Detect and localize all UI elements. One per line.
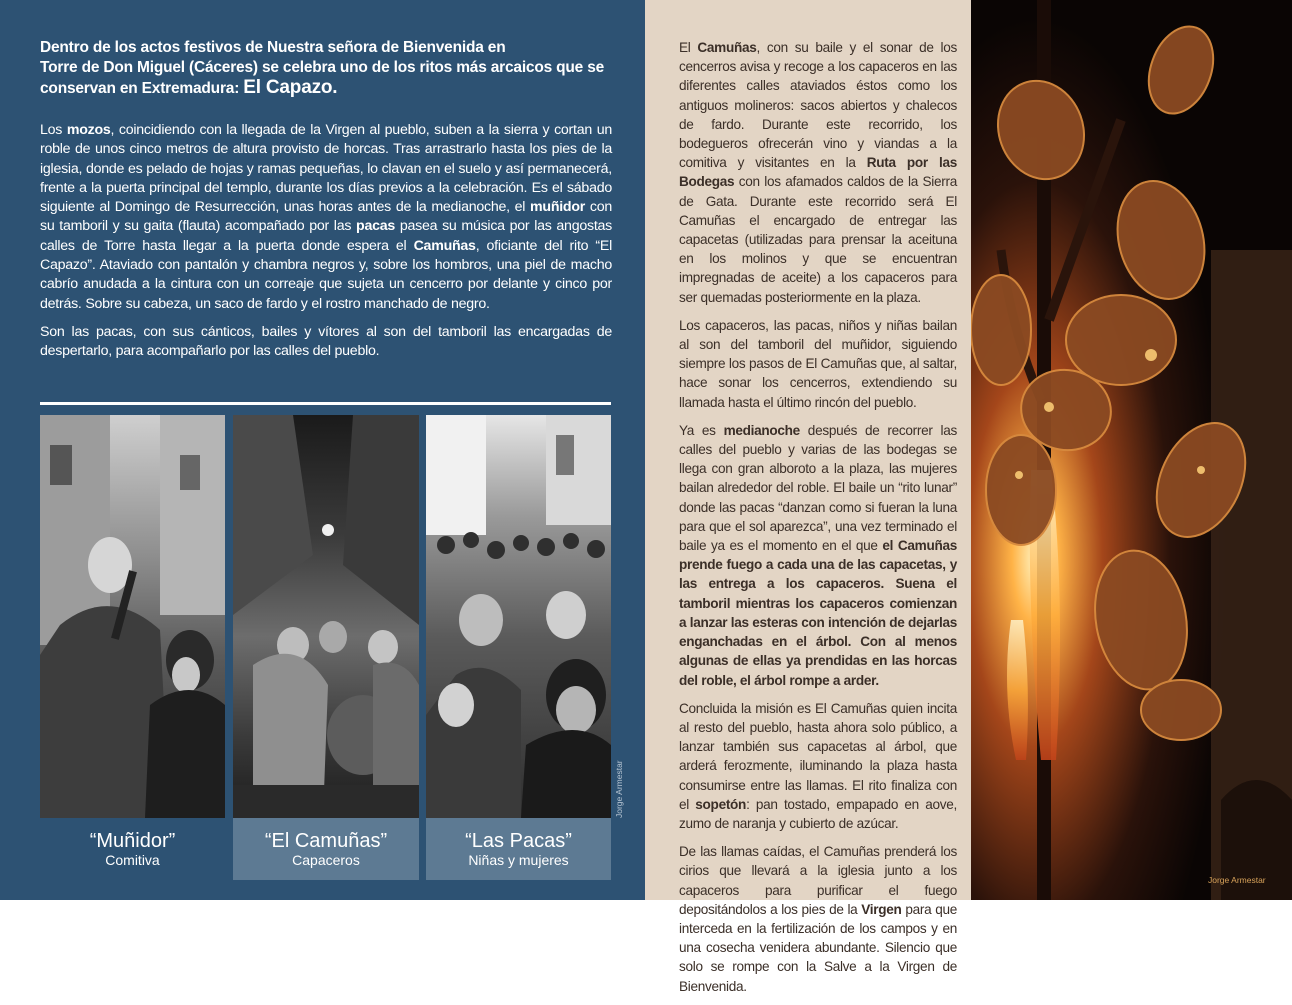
bold-run: muñidor xyxy=(530,199,586,216)
caption-subtitle: Comitiva xyxy=(105,852,160,868)
text-run: : pan tostado, empapado en aove, zumo de naranja y cubierto de azúcar. xyxy=(679,796,957,831)
bold-run: pacas xyxy=(356,218,396,235)
intro-line-3 xyxy=(40,78,615,99)
photo-el-camunas xyxy=(233,415,419,818)
middle-body xyxy=(679,38,957,1005)
text-run: con su tamboril y su gaita (flauta) acompañado por las xyxy=(40,199,612,235)
text-run: , coincidiendo con la llegada de la Virgen al pueblo, suben a la sierra y cortan un roble de unos cinco metros de altura provisto de horcas. Tras arrastrarlo hasta los pies de la iglesia, donde es pelado de hojas y ramas pequeñas, lo clavan en el suelo y así permanecerá, frente a la puerta principal del templo, durante los días previos a la celebración. Es el sábado siguiente al Domingo de Resurrección, unas horas antes de la medianoche, el xyxy=(40,122,612,216)
caption-munidor xyxy=(40,818,225,880)
text-run: De las llamas caídas, el Camuñas prenderá los cirios que llevará a la iglesia junto a los capaceros para purificar el fuego depositándolos a los pies de la xyxy=(679,844,957,917)
left-body xyxy=(40,121,612,371)
text-run: Concluida la misión es El Camuñas quien incita al resto del pueblo, hasta ahora solo público, a lanzar también sus capacetas al árbol, que arderá ferozmente, iluminando la plaza hasta consumirse entre las llamas. El rito finaliza con el xyxy=(679,700,957,812)
text-run: Ya es xyxy=(679,422,724,438)
caption-subtitle: Capaceros xyxy=(292,852,360,868)
divider-rule xyxy=(40,402,611,405)
photo-las-pacas xyxy=(426,415,611,818)
bold-run: Ruta por las Bodegas xyxy=(679,155,957,190)
middle-paragraph-2: Los capaceros, las pacas, niños y niñas bailan al son del tamboril del muñidor, siguiendo siempre los pasos de El Camuñas que, al saltar, hace sonar los cencerros, extendiendo su llamada hasta el último rincón del pueblo. xyxy=(679,317,957,410)
photo-credit-right: Jorge Armestar xyxy=(1208,875,1266,885)
middle-paragraph-5 xyxy=(679,842,957,996)
caption-title: “El Camuñas” xyxy=(264,830,388,852)
caption-title: “Muñidor” xyxy=(89,830,176,852)
photo-burning-tree xyxy=(971,0,1292,900)
bold-run: el Camuñas prende fuego a cada una de las capacetas, y las entrega a los capaceros. Suena el tamboril mientras los capaceros comienzan a lanzar las esteras con intención de dejarlas enganchadas en el árbol. Con al menos algunas de ellas ya prendidas en las horcas del roble, el árbol rompe a arder. xyxy=(679,538,957,688)
left-paragraph-2: Son las pacas, con sus cánticos, bailes y vítores al son del tamboril las encargadas de despertarlo, para acompañarlo por las calles del pueblo. xyxy=(40,323,612,360)
left-paragraph-1 xyxy=(40,121,612,314)
bold-run: mozos xyxy=(66,122,111,138)
text-run: El xyxy=(679,40,698,55)
text-run: para que interceda en la fertilización de los campos y en una cosecha venidera abundante. Silencio que solo se rompe con la Salve a la Virgen de Bienvenida. xyxy=(679,901,957,994)
photo-munidor xyxy=(40,415,225,818)
intro-line-2: Torre de Don Miguel (Cáceres) se celebra uno de los ritos más arcaicos que se xyxy=(40,59,605,76)
bold-run: Camuñas xyxy=(413,237,476,254)
middle-paragraph-1 xyxy=(679,38,957,307)
middle-paragraph-4 xyxy=(679,699,957,833)
bold-run: Camuñas xyxy=(697,40,757,55)
bold-run: medianoche xyxy=(723,422,800,438)
intro-line-3-text: conservan en Extremadura: xyxy=(40,80,244,97)
text-run: pasea su música por las angostas calles de Torre hasta llegar a la puerta donde espera el xyxy=(40,218,612,254)
text-run: Los xyxy=(40,122,67,138)
text-run: con los afamados caldos de la Sierra de Gata. Durante este recorrido será El Camuñas el encargado de entregar las capacetas (utilizadas para prensar la aceituna en los molinos y que se encuentran impregnadas de aceite) a los capaceros para ser quemadas posteriormente en la plaza. xyxy=(679,174,957,305)
caption-las-pacas xyxy=(426,818,611,880)
bold-run: sopetón xyxy=(695,796,747,812)
intro-title: El Capazo. xyxy=(243,77,338,98)
text-run: , con su baile y el sonar de los cencerros avisa y recoge a los capaceros en las diferentes calles ataviados éstos como los antiguos molineros: sacos abiertos y chalecos de fardo. Durante este recorrido, los bodegueros ofrecerán vino y viandas a la comitiva y visitantes en la xyxy=(679,40,957,171)
text-run: , oficiante del rito “El Capazo”. Ataviado con pantalón y chambra negros y, sobre los hombros, una piel de macho cabrío anudada a la cintura con un correaje que sujeta un cencerro por delante y cinco por detrás. Sobre su cabeza, un saco de fardo y el rostro manchado de negro. xyxy=(40,237,612,312)
caption-subtitle: Niñas y mujeres xyxy=(468,852,569,868)
text-run: después de recorrer las calles del pueblo y varias de las bodegas se llega con gran alboroto a la plaza, las mujeres bailan alrededor del roble. El baile un “rito lunar” donde las pacas “danzan como si fueran la luna para que el sol aparezca”, una vez terminado el baile ya es el momento en el que xyxy=(679,422,957,554)
caption-title: “Las Pacas” xyxy=(465,830,572,852)
intro-heading xyxy=(40,38,615,99)
left-page xyxy=(0,0,645,900)
bold-run: Virgen xyxy=(861,901,902,917)
photo-credit-vertical: Jorge Armestar xyxy=(614,760,624,818)
middle-column xyxy=(645,0,971,994)
caption-el-camunas xyxy=(233,818,419,880)
intro-line-1: Dentro de los actos festivos de Nuestra señora de Bienvenida en xyxy=(40,39,506,56)
middle-paragraph-3 xyxy=(679,421,957,690)
